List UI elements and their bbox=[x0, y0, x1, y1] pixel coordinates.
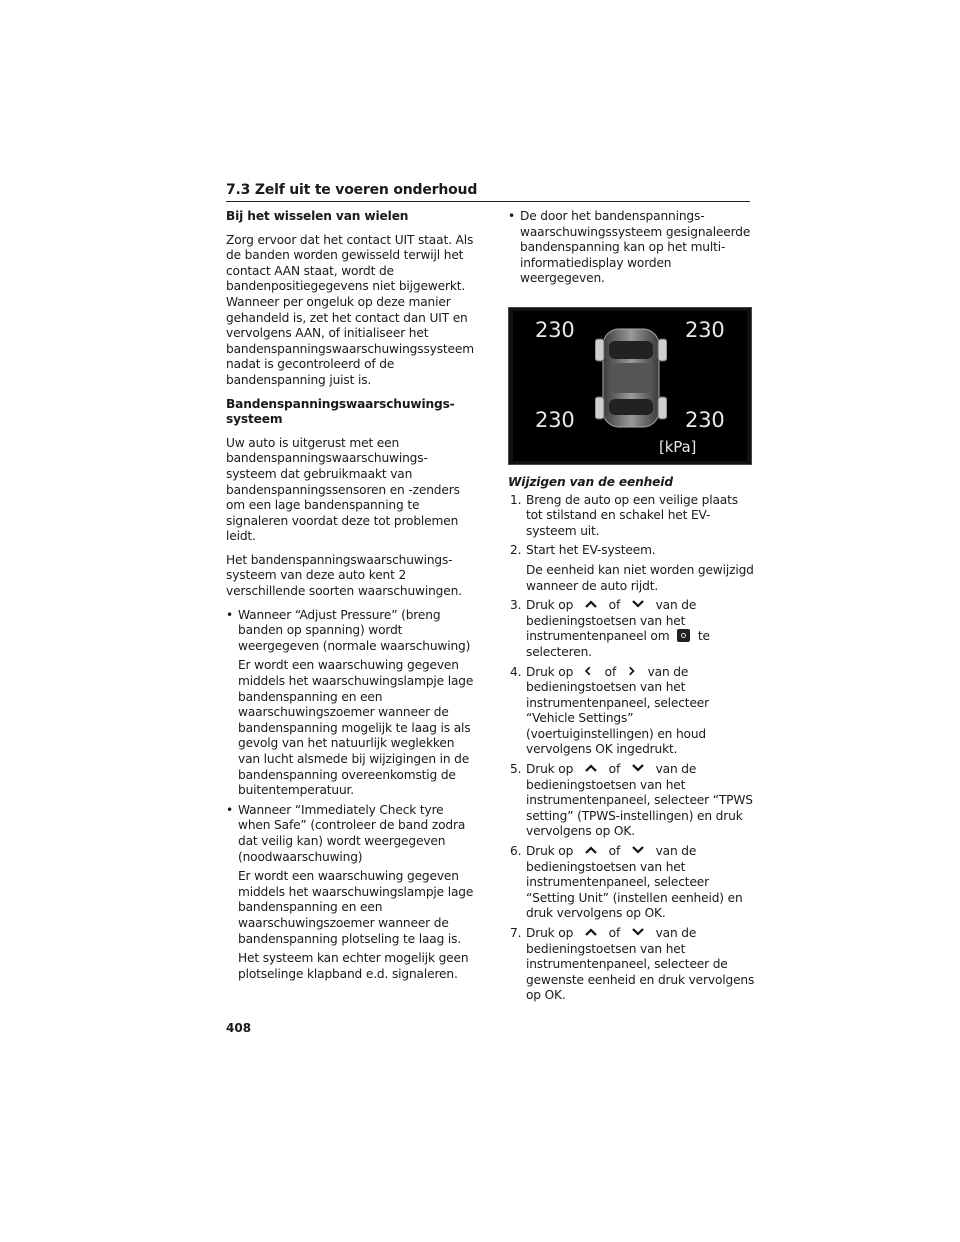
pressure-rear-right: 230 bbox=[685, 407, 725, 432]
chevron-left-icon bbox=[583, 665, 595, 677]
pressure-rear-left: 230 bbox=[535, 407, 575, 432]
step-2: 2. Start het EV-systeem. De eenheid kan niet worden gewijzigd wanneer de auto rijdt. bbox=[508, 543, 756, 594]
gear-icon bbox=[677, 629, 690, 642]
pressure-front-right: 230 bbox=[685, 317, 725, 342]
paragraph-wheel-change: Zorg ervoor dat het contact UIT staat. Als de banden worden gewisseld terwijl het contact AAN staat, wordt de bandenpositiegegevens niet bijgewerkt. Wanneer per ongeluk op deze manier gehandeld is, zet het contact dan UIT en vervolgens AAN, of initialiseer het bandenspanningswaarschuwingssysteem nadat is gecontroleerd of de bandenspanning juist is. bbox=[226, 232, 474, 387]
step-6: 6. Druk op of van de bedieningstoetsen van het instrumentenpaneel, selecteer “Setting Unit” (instellen eenheid) en druk vervolgens op OK. bbox=[510, 844, 743, 921]
bullet-display-pressure-text: De door het bandenspannings- waarschuwingssysteem gesignaleerde bandenspanning kan op het multi-informatiedisplay worden weergegeven. bbox=[520, 209, 751, 286]
step-5: 5. Druk op of van de bedieningstoetsen van het instrumentenpaneel, selecteer “TPWS setting” (TPWS-instellingen) en druk vervolgens op OK. bbox=[510, 762, 753, 839]
section-header bbox=[226, 179, 750, 202]
section-title: 7.3 Zelf uit te voeren onderhoud bbox=[226, 182, 478, 198]
car-top-view-icon bbox=[595, 325, 667, 431]
heading-wheel-change: Bij het wisselen van wielen bbox=[226, 209, 409, 223]
heading-change-unit: Wijzigen van de eenheid bbox=[508, 474, 673, 489]
chevron-down-icon bbox=[630, 844, 646, 856]
bullet-adjust-pressure-detail: Er wordt een waarschuwing gegeven middels het waarschuwingslampje lage bandenspanning en een waarschuwingszoemer wanneer de bandenspanning mogelijk te laag is als gevolg van het natuurlijk weglekken van lucht alsmede bij wijzigingen in de bandenspanning overeenkomstig de buitentemperatuur. bbox=[238, 658, 474, 798]
step-3: 3. Druk op of van de bedieningstoetsen van het instrumentenpaneel om te selecteren. bbox=[510, 598, 710, 659]
paragraph-tpws-intro: Uw auto is uitgerust met een bandenspanningswaarschuwings- systeem dat gebruikmaakt van bandenspanningssensoren en -zenders om een lage bandenspanning te signaleren voordat deze tot problemen leidt. bbox=[226, 435, 460, 544]
step-4: 4. Druk op of van de bedieningstoetsen van het instrumentenpaneel, selecteer “Vehicle Settings” (voertuiginstellingen) en houd vervolgens OK ingedrukt. bbox=[510, 664, 709, 757]
bullet-adjust-pressure-title: Wanneer “Adjust Pressure” (breng banden op spanning) wordt weergegeven (normale waarschuwing) bbox=[238, 607, 471, 653]
step-2-note: De eenheid kan niet worden gewijzigd wanneer de auto rijdt. bbox=[526, 562, 754, 593]
bullet-check-tyre: • Wanneer “Immediately Check tyre when Safe” (controleer de band zodra dat veilig kan) wordt weergegeven (noodwaarschuwing) Er wordt een waarschuwing gegeven middels het waarschuwingslampje lage bandenspanning en een waarschuwingszoemer wanneer de bandenspanning plotseling te laag is. Het systeem kan echter mogelijk geen plotselinge klapband e.d. signaleren. bbox=[226, 802, 474, 981]
bullet-check-tyre-detail-1: Er wordt een waarschuwing gegeven middels het waarschuwingslampje lage bandenspanning en een waarschuwingszoemer wanneer de bandenspanning plotseling te laag is. bbox=[238, 869, 474, 946]
pressure-front-left: 230 bbox=[535, 317, 575, 342]
heading-tpws: Bandenspanningswaarschuwings- systeem bbox=[226, 396, 455, 427]
chevron-up-icon bbox=[583, 844, 599, 856]
bullet-check-tyre-detail-2: Het systeem kan echter mogelijk geen plotselinge klapband e.d. signaleren. bbox=[238, 951, 469, 981]
tyre-pressure-display bbox=[508, 307, 752, 465]
chevron-up-icon bbox=[583, 598, 599, 610]
pressure-unit: [kPa] bbox=[659, 437, 697, 456]
chevron-right-icon bbox=[626, 665, 638, 677]
bullet-check-tyre-title: Wanneer “Immediately Check tyre when Safe” (controleer de band zodra dat veilig kan) wordt weergegeven (noodwaarschuwing) bbox=[238, 802, 466, 864]
chevron-up-icon bbox=[583, 762, 599, 774]
bullet-display-pressure: • De door het bandenspannings- waarschuwingssysteem gesignaleerde bandenspanning kan op het multi-informatiedisplay worden weergegeven. bbox=[508, 209, 756, 287]
paragraph-tpws-types: Het bandenspanningswaarschuwings- systeem van deze auto kent 2 verschillende soorten waarschuwingen. bbox=[226, 552, 462, 599]
chevron-down-icon bbox=[630, 926, 646, 938]
bullet-adjust-pressure: • Wanneer “Adjust Pressure” (breng banden op spanning) wordt weergegeven (normale waarschuwing) Er wordt een waarschuwing gegeven middels het waarschuwingslampje lage bandenspanning en een waarschuwingszoemer wanneer de bandenspanning mogelijk te laag is als gevolg van het natuurlijk weglekken van lucht alsmede bij wijzigingen in de bandenspanning overeenkomstig de buitentemperatuur. bbox=[226, 607, 474, 798]
chevron-down-icon bbox=[630, 598, 646, 610]
step-7: 7. Druk op of van de bedieningstoetsen van het instrumentenpaneel, selecteer de gewenste eenheid en druk vervolgens op OK. bbox=[510, 926, 755, 1003]
page-number: 408 bbox=[226, 1021, 252, 1035]
step-1: 1. Breng de auto op een veilige plaats tot stilstand en schakel het EV-systeem uit. bbox=[510, 492, 738, 538]
chevron-up-icon bbox=[583, 926, 599, 938]
right-column bbox=[508, 209, 756, 1008]
left-column bbox=[226, 209, 474, 986]
chevron-down-icon bbox=[630, 762, 646, 774]
